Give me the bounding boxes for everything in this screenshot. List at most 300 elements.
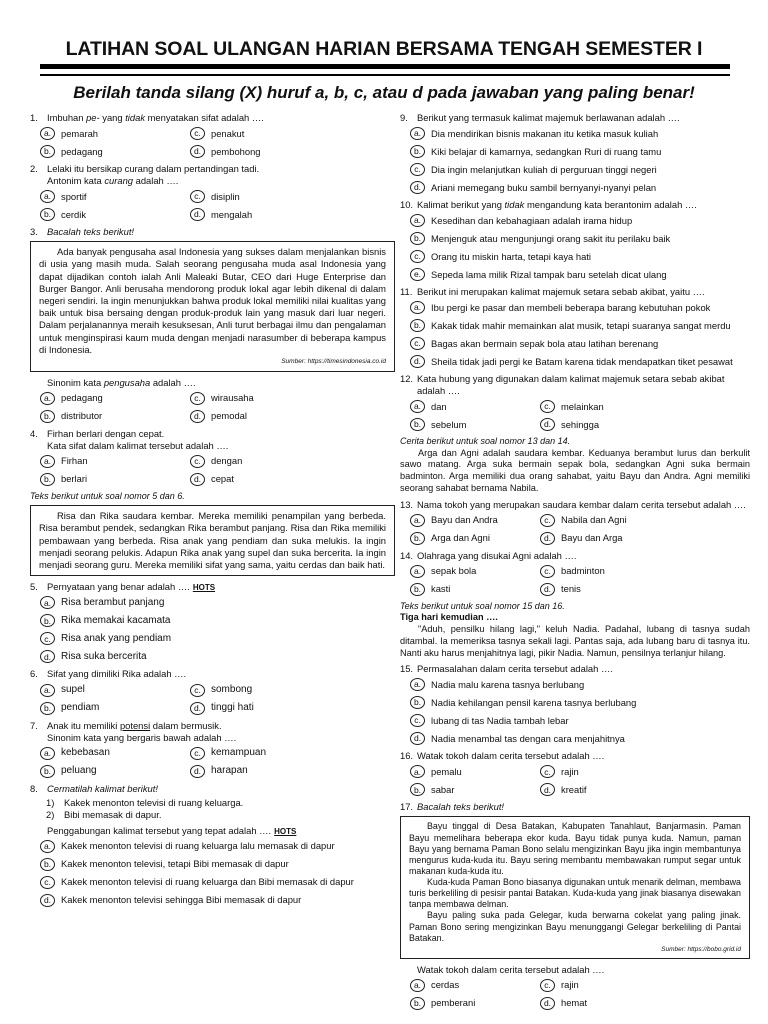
question-number: 2. <box>30 163 38 175</box>
option-label: supel <box>61 683 85 695</box>
options-q13 <box>400 514 750 545</box>
option-d[interactable] <box>40 650 395 663</box>
option-badge: a. <box>40 455 55 468</box>
option-label: pemarah <box>61 127 99 139</box>
text: Sinonim kata yang bergaris bawah adalah …. <box>47 731 237 743</box>
option-label: pendiam <box>61 701 100 713</box>
option-b[interactable] <box>40 208 190 221</box>
text: Ada banyak pengusaha asal Indonesia yang sukses dalam menjalankan bisnis di usia yang masih muda. Salah seorang pengusaha muda asal Indonesia yang dapat dijadikan contoh ialah Anli Maleaki Butar, CEO dari Huge Enterprise dan Burger Bangor. Anli berusaha mendorong produk lokal agar lebih dikenal di dalam negeri sendiri. Ia ingin menunjukkan bahwa produk lokal memiliki nilai kualitas yang baik untuk bisa bersaing dengan produk-produk lain yang masuk dari luar negeri. Dalam perjalanannya meraih kesuksesan, Anli turut berbagai ilmu dan pengalaman untuk menginspirasi kaum muda dengan menjadi narasumber di beberapa kampus di Indonesia. <box>39 246 386 355</box>
text: Watak tokoh dalam cerita tersebut adalah …. <box>417 750 605 762</box>
option-badge: c. <box>410 714 425 727</box>
text: tidak <box>125 112 146 123</box>
option-label: pemalu <box>431 765 462 777</box>
option-label: Dia ingin melanjutkan kuliah di perguruan tinggi negeri <box>431 163 657 175</box>
option-badge: c. <box>40 632 55 645</box>
question-15 <box>400 663 750 675</box>
option-c[interactable] <box>410 163 750 176</box>
option-d[interactable] <box>540 532 690 545</box>
passage-title-15-16: Tiga hari kemudian …. <box>400 612 498 623</box>
text: Kakek menonton televisi di ruang keluarga. <box>64 796 244 808</box>
option-badge: c. <box>410 163 425 176</box>
option-badge: b. <box>40 208 55 221</box>
option-badge: b. <box>40 410 55 423</box>
option-label: Kesedihan dan kebahagiaan adalah irama hidup <box>431 214 633 226</box>
option-label: melainkan <box>561 400 604 412</box>
option-badge: a. <box>40 190 55 203</box>
option-label: peluang <box>61 764 97 776</box>
option-b[interactable] <box>40 473 190 486</box>
option-badge: b. <box>410 783 425 796</box>
option-badge: d. <box>540 583 555 596</box>
text: Arga dan Agni adalah saudara kembar. Keduanya berambut lurus dan berkulit sawo matang. Arga suka bermain sepak bola, sedangkan Agni suka bermain badminton. Arga memiliki dua orang sahabat, yaitu Bayu dan Andra. Agni memiliki seorang sahabat bernama Nabila. <box>400 447 750 493</box>
question-7 <box>30 720 395 744</box>
option-a[interactable] <box>40 455 190 468</box>
options-q10 <box>400 214 750 281</box>
option-c[interactable] <box>190 455 340 468</box>
option-d[interactable] <box>40 894 395 907</box>
option-label: distributor <box>61 410 103 422</box>
question-12 <box>400 373 750 397</box>
option-c[interactable] <box>540 979 690 992</box>
option-label: penakut <box>211 127 245 139</box>
option-label: berlari <box>61 473 88 485</box>
option-a[interactable] <box>410 301 750 314</box>
text: Bibi memasak di dapur. <box>64 808 162 820</box>
option-badge: c. <box>190 392 205 405</box>
option-label: cepat <box>211 473 234 485</box>
option-b[interactable] <box>410 319 750 332</box>
hots-badge: HOTS <box>274 826 297 836</box>
option-label: kebebasan <box>61 746 110 758</box>
option-badge: d. <box>540 997 555 1010</box>
option-d[interactable] <box>190 145 340 158</box>
text: Bayu paling suka pada Gelegar, kuda berwarna cokelat yang paling jinak. Paman Bono sering mengizinkan Bayu menunggangi Gelegar berkeliling di Pantai Batakan. <box>409 910 741 943</box>
option-badge: c. <box>540 400 555 413</box>
question-number: 5. <box>30 581 38 593</box>
option-label: badminton <box>561 565 605 577</box>
option-badge: a. <box>410 127 425 140</box>
text: Permasalahan dalam cerita tersebut adalah …. <box>417 663 613 675</box>
option-label: pedagang <box>61 145 103 157</box>
option-label: pembohong <box>211 145 261 157</box>
option-label: Bayu dan Arga <box>561 532 623 544</box>
option-label: hemat <box>561 997 588 1009</box>
option-badge: b. <box>410 145 425 158</box>
option-label: tinggi hati <box>211 701 254 713</box>
options-q9 <box>400 127 750 194</box>
option-badge: b. <box>40 473 55 486</box>
text: Kalimat berikut yang <box>417 199 505 211</box>
option-label: dan <box>431 400 447 412</box>
text: Pernyataan yang benar adalah …. <box>47 581 190 593</box>
options-q2 <box>30 190 395 221</box>
option-label: cerdas <box>431 979 460 991</box>
question-4 <box>30 428 395 452</box>
option-b[interactable] <box>410 583 540 596</box>
text: 1) <box>46 796 55 808</box>
text: dalam bermusik. <box>150 719 222 731</box>
options-q6 <box>30 684 395 715</box>
option-badge: c. <box>540 979 555 992</box>
question-6 <box>30 668 395 680</box>
question-8-sentences <box>30 797 395 821</box>
option-b[interactable] <box>410 418 540 431</box>
option-badge: d. <box>410 355 425 368</box>
option-label: Arga dan Agni <box>431 532 490 544</box>
option-label: Nadia menambal tas dengan cara menjahitnya <box>431 732 625 744</box>
option-badge: d. <box>190 765 205 778</box>
option-badge: b. <box>40 614 55 627</box>
option-c[interactable] <box>410 714 750 727</box>
options-q11 <box>400 301 750 368</box>
options-q15 <box>400 678 750 745</box>
question-1 <box>30 112 395 124</box>
option-b[interactable] <box>410 696 750 709</box>
option-label: Bagas akan bermain sepak bola atau latihan berenang <box>431 337 659 349</box>
option-badge: b. <box>40 858 55 871</box>
question-17-prompt: Watak tokoh dalam cerita tersebut adalah …. <box>417 963 605 975</box>
option-c[interactable] <box>190 127 340 140</box>
option-label: wirausaha <box>211 392 254 404</box>
option-badge: b. <box>410 532 425 545</box>
text: Kata sifat dalam kalimat tersebut adalah …. <box>47 439 229 451</box>
option-badge: a. <box>410 565 425 578</box>
reading-passage-13-14 <box>400 448 750 495</box>
option-badge: b. <box>40 765 55 778</box>
option-b[interactable] <box>40 145 190 158</box>
option-a[interactable] <box>40 190 190 203</box>
text: Sifat yang dimiliki Rika adalah …. <box>47 668 187 680</box>
option-label: Rika memakai kacamata <box>61 614 171 626</box>
option-b[interactable] <box>40 765 190 778</box>
reading-passage-17 <box>400 816 750 959</box>
option-badge: b. <box>410 319 425 332</box>
option-label: Kakek menonton televisi di ruang keluarga dan Bibi memasak di dapur <box>61 876 354 888</box>
option-label: kasti <box>431 583 451 595</box>
option-badge: d. <box>190 702 205 715</box>
option-label: Kakek menonton televisi, tetapi Bibi memasak di dapur <box>61 858 289 870</box>
text: Lelaki itu bersikap curang dalam pertandingan tadi. <box>47 163 260 175</box>
option-badge: a. <box>40 596 55 609</box>
question-text <box>47 112 395 124</box>
text: Cermatilah kalimat berikut! <box>47 782 158 794</box>
option-a[interactable] <box>40 747 190 760</box>
option-label: Risa berambut panjang <box>61 596 165 608</box>
text: yang <box>99 112 126 123</box>
instruction-heading: Berilah tanda silang (X) huruf a, b, c, atau d pada jawaban yang paling benar! <box>73 83 695 102</box>
question-number: 7. <box>30 719 38 731</box>
option-c[interactable] <box>190 747 340 760</box>
option-badge: d. <box>410 181 425 194</box>
option-badge: b. <box>410 232 425 245</box>
text: Berikut ini merupakan kalimat majemuk setara sebab akibat, yaitu …. <box>417 286 705 298</box>
options-q5 <box>30 596 395 663</box>
option-a[interactable] <box>40 127 190 140</box>
option-c[interactable] <box>190 392 340 405</box>
option-badge: c. <box>190 747 205 760</box>
question-number: 10. <box>400 199 414 211</box>
text: Sinonim kata <box>47 376 104 388</box>
option-d[interactable] <box>190 410 340 423</box>
question-number: 6. <box>30 668 38 680</box>
question-8 <box>30 783 395 795</box>
option-c[interactable] <box>410 337 750 350</box>
text: Risa dan Rika saudara kembar. Mereka memiliki penampilan yang berbeda. Risa berambut pendek, sedangkan Rika berambut panjang. Risa dan Rika memiliki pembawaan yang berbeda. Risa anak yang pendiam dan suka melukis. Ia ingin menjadi seorang pelukis. Adapun Rika anak yang supel dan suka bercerita. Ia ingin menjadi seorang guru. Mereka memiliki sifat yang sama, yaitu cerdas dan baik hati. <box>39 510 386 571</box>
options-q8 <box>30 840 395 907</box>
option-b[interactable] <box>410 145 750 158</box>
text: Olahraga yang disukai Agni adalah …. <box>417 549 577 561</box>
question-2 <box>30 163 395 187</box>
option-d[interactable] <box>410 355 750 368</box>
question-number: 15. <box>400 663 414 675</box>
text: adalah …. <box>150 376 196 388</box>
option-d[interactable] <box>190 208 340 221</box>
option-label: pedagang <box>61 392 103 404</box>
question-number: 11. <box>400 286 413 298</box>
option-label: Ibu pergi ke pasar dan membeli beberapa barang kebutuhan pokok <box>431 301 711 313</box>
option-label: sebelum <box>431 418 467 430</box>
option-label: sepak bola <box>431 565 477 577</box>
option-b[interactable] <box>40 410 190 423</box>
text: potensi <box>119 719 151 731</box>
option-badge: c. <box>540 565 555 578</box>
reading-passage-15-16 <box>400 624 750 659</box>
option-d[interactable] <box>410 732 750 745</box>
option-badge: d. <box>540 783 555 796</box>
option-label: Kakek menonton televisi sehingga Bibi memasak di dapur <box>61 894 302 906</box>
option-c[interactable] <box>540 565 690 578</box>
text: 2) <box>46 808 55 820</box>
option-label: Ariani memegang buku sambil bernyanyi-nyanyi pelan <box>431 181 657 193</box>
option-a[interactable] <box>410 765 540 778</box>
option-a[interactable] <box>40 596 395 609</box>
option-badge: d. <box>40 894 55 907</box>
right-column <box>400 108 750 1015</box>
text: Imbuhan <box>47 112 87 123</box>
option-badge: b. <box>410 696 425 709</box>
option-b[interactable] <box>40 614 395 627</box>
text: Bacalah teks berikut! <box>417 801 505 813</box>
option-label: Risa anak yang pendiam <box>61 632 172 644</box>
option-b[interactable] <box>410 232 750 245</box>
option-a[interactable] <box>410 979 540 992</box>
question-11 <box>400 286 750 298</box>
option-badge: c. <box>410 250 425 263</box>
option-c[interactable] <box>410 250 750 263</box>
option-c[interactable] <box>40 632 395 645</box>
option-a[interactable] <box>410 565 540 578</box>
option-badge: a. <box>410 301 425 314</box>
option-label: disiplin <box>211 190 240 202</box>
option-badge: b. <box>40 702 55 715</box>
option-badge: c. <box>190 455 205 468</box>
question-number: 17. <box>400 801 414 813</box>
option-label: cerdik <box>61 208 87 220</box>
option-b[interactable] <box>410 783 540 796</box>
option-badge: a. <box>410 678 425 691</box>
option-d[interactable] <box>540 997 690 1010</box>
option-badge: a. <box>40 747 55 760</box>
text: mengandung kata berantonim adalah …. <box>524 199 697 211</box>
question-16 <box>400 750 750 762</box>
hots-badge: HOTS <box>192 583 216 593</box>
text: tidak <box>504 199 525 211</box>
option-label: dengan <box>211 455 243 467</box>
option-a[interactable] <box>40 392 190 405</box>
option-label: sombong <box>211 683 253 695</box>
question-number: 12. <box>400 373 414 385</box>
option-badge: a. <box>40 840 55 853</box>
option-label: Sepeda lama milik Rizal tampak baru setelah dicat ulang <box>431 268 667 280</box>
option-d[interactable] <box>540 418 690 431</box>
option-d[interactable] <box>190 473 340 486</box>
option-label: tenis <box>561 583 581 595</box>
option-badge: d. <box>540 532 555 545</box>
option-badge: d. <box>190 473 205 486</box>
option-label: harapan <box>211 764 248 776</box>
option-badge: b. <box>410 997 425 1010</box>
passage-source: Sumber: https://bobo.grid.id <box>661 945 741 953</box>
text: Firhan berlari dengan cepat. <box>47 427 165 439</box>
passage-source: Sumber: https://timesindonesia.co.id <box>281 358 386 366</box>
option-label: Sheila tidak jadi pergi ke Batam karena tidak mendapatkan tiket pesawat <box>431 355 733 367</box>
question-number: 13. <box>400 498 414 510</box>
option-badge: a. <box>410 765 425 778</box>
question-3 <box>30 226 395 238</box>
question-number: 3. <box>30 226 38 238</box>
option-badge: c. <box>540 514 555 527</box>
option-label: Nadia malu karena tasnya berlubang <box>431 678 585 690</box>
question-9 <box>400 112 750 124</box>
option-label: Kakak tidak mahir memainkan alat musik, tetapi suaranya sangat merdu <box>431 319 731 331</box>
option-c[interactable] <box>540 400 690 413</box>
option-label: Orang itu miskin harta, tetapi kaya hati <box>431 250 591 262</box>
options-q17 <box>400 979 750 1010</box>
question-number: 16. <box>400 750 414 762</box>
question-number: 1. <box>30 112 38 123</box>
option-a[interactable] <box>40 684 190 697</box>
option-badge: d. <box>410 732 425 745</box>
option-d[interactable] <box>540 783 690 796</box>
option-badge: a. <box>410 400 425 413</box>
option-e[interactable] <box>410 268 750 281</box>
option-a[interactable] <box>410 514 540 527</box>
option-a[interactable] <box>410 127 750 140</box>
question-13 <box>400 499 750 511</box>
option-label: sabar <box>431 783 455 795</box>
option-b[interactable] <box>410 532 540 545</box>
option-badge: c. <box>190 190 205 203</box>
option-badge: b. <box>410 418 425 431</box>
option-label: sportif <box>61 190 87 202</box>
option-label: Nabila dan Agni <box>561 514 627 526</box>
option-label: kreatif <box>561 783 587 795</box>
passage-intro-5-6: Teks berikut untuk soal nomor 5 dan 6. <box>30 490 185 501</box>
text: "Aduh, pensilku hilang lagi," keluh Nadia. Padahal, lubang di tasnya sudah ditambal. Ia memeriksa tasnya sekali lagi. Pantas saja, ada lubang baru di tasnya itu. Nanti aku harus menjahitnya lagi, pikir Nadia. Namun, pensilnya terlanjur hilang. <box>400 624 750 658</box>
text: adalah …. <box>133 175 179 187</box>
option-badge: c. <box>540 765 555 778</box>
option-badge: b. <box>410 583 425 596</box>
option-a[interactable] <box>410 214 750 227</box>
option-c[interactable] <box>190 684 340 697</box>
option-badge: b. <box>40 145 55 158</box>
text: Kata hubung yang digunakan dalam kalimat majemuk setara sebab akibat adalah …. <box>417 373 725 397</box>
option-badge: d. <box>190 208 205 221</box>
option-label: sehingga <box>561 418 600 430</box>
text: Nama tokoh yang merupakan saudara kembar dalam cerita tersebut adalah …. <box>417 498 746 510</box>
option-badge: d. <box>190 145 205 158</box>
question-number: 9. <box>400 112 408 123</box>
option-d[interactable] <box>190 702 340 715</box>
option-label: rajin <box>561 979 579 991</box>
passage-intro-15-16: Teks berikut untuk soal nomor 15 dan 16. <box>400 600 565 611</box>
title-rule-thick <box>40 64 730 69</box>
option-b[interactable] <box>40 858 395 871</box>
option-badge: d. <box>190 410 205 423</box>
option-c[interactable] <box>540 765 690 778</box>
options-q16 <box>400 765 750 796</box>
option-b[interactable] <box>410 997 540 1010</box>
option-label: Kakek menonton televisi di ruang keluarga lalu memasak di dapur <box>61 840 335 852</box>
option-c[interactable] <box>190 190 340 203</box>
options-q12 <box>400 400 750 431</box>
text: Bacalah teks berikut! <box>47 226 135 238</box>
option-label: Kiki belajar di kamarnya, sedangkan Ruri di ruang tamu <box>431 145 662 157</box>
option-c[interactable] <box>40 876 395 889</box>
question-5 <box>30 581 395 593</box>
text: Kuda-kuda Paman Bono biasanya digunakan untuk menarik delman, membawa turis berkeliling di pesisir pantai Batakan. Kuda-kuda yang jinak biasanya disewakan tanpa membawa delman. <box>409 877 741 910</box>
option-badge: a. <box>410 979 425 992</box>
reading-passage-3 <box>30 241 395 371</box>
option-label: kemampuan <box>211 746 267 758</box>
title-rule-thin <box>40 74 730 76</box>
option-label: Firhan <box>61 455 88 467</box>
option-badge: c. <box>190 127 205 140</box>
option-label: Risa suka bercerita <box>61 650 147 662</box>
option-badge: c. <box>410 337 425 350</box>
option-d[interactable] <box>190 765 340 778</box>
option-badge: d. <box>40 650 55 663</box>
text: Anak itu memiliki <box>47 719 120 731</box>
options-q1 <box>30 127 395 158</box>
option-a[interactable] <box>410 400 540 413</box>
option-badge: e. <box>410 268 425 281</box>
text: pe- <box>86 112 100 123</box>
text: Berikut yang termasuk kalimat majemuk berlawanan adalah …. <box>417 112 680 123</box>
option-a[interactable] <box>410 678 750 691</box>
reading-passage-5-6 <box>30 505 395 576</box>
text: curang <box>104 175 133 187</box>
option-badge: c. <box>190 684 205 697</box>
options-q14 <box>400 565 750 596</box>
option-label: Bayu dan Andra <box>431 514 498 526</box>
option-label: pemberani <box>431 997 476 1009</box>
question-17 <box>400 801 750 813</box>
option-b[interactable] <box>40 702 190 715</box>
option-d[interactable] <box>540 583 690 596</box>
text: Penggabungan kalimat tersebut yang tepat adalah …. <box>47 824 272 836</box>
question-3-prompt <box>30 377 395 389</box>
option-label: pemodal <box>211 410 247 422</box>
option-a[interactable] <box>40 840 395 853</box>
option-d[interactable] <box>410 181 750 194</box>
option-badge: c. <box>40 876 55 889</box>
option-c[interactable] <box>540 514 690 527</box>
option-label: rajin <box>561 765 579 777</box>
option-badge: d. <box>540 418 555 431</box>
text: pengusaha <box>103 376 151 388</box>
option-badge: a. <box>40 684 55 697</box>
